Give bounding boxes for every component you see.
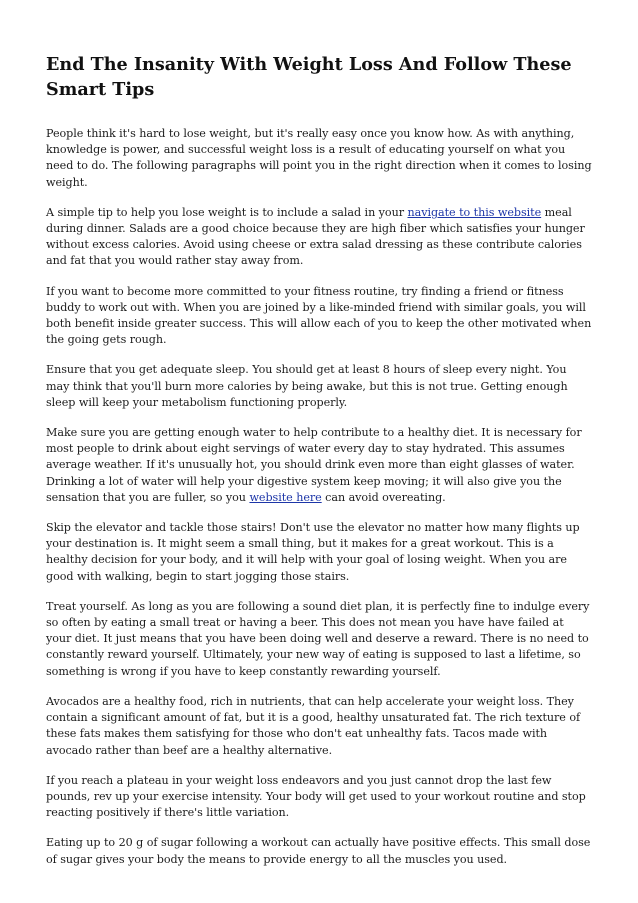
website-here-link[interactable]: website here: [249, 490, 322, 504]
paragraph-text: Make sure you are getting enough water to help contribute to a healthy diet. It is necessary for most people to drink about eight servings of water every day to stay hydrated. This assumes average weather. If it's unusually hot, you should drink even more than eight glasses of water. Drinking a lot of water will help your digestive system keep moving; it will also give you the sensation that you are fuller, so you: [46, 426, 582, 504]
paragraph-intro: People think it's hard to lose weight, but it's really easy once you know how. As with anything, knowledge is power, and successful weight loss is a result of educating yourself on what you need to do. The following paragraphs will point you in the right direction when it comes to losing weight.: [46, 127, 592, 189]
paragraph-plateau: If you reach a plateau in your weight loss endeavors and you just cannot drop the last few pounds, rev up your exercise intensity. Your body will get used to your workout routine and stop reacting positively if there's little variation.: [46, 773, 586, 820]
paragraph-sugar: Eating up to 20 g of sugar following a workout can actually have positive effects. This small dose of sugar gives your body the means to provide energy to all the muscles you used.: [46, 836, 591, 866]
paragraph-stairs: Skip the elevator and tackle those stairs! Don't use the elevator no matter how many flights up your destination is. It might seem a small thing, but it makes for a great workout. This is a healthy decision for your body, and it will help with your goal of losing weight. When you are good with walking, begin to start jogging those stairs.: [46, 521, 580, 583]
paragraph-treat: Treat yourself. As long as you are following a sound diet plan, it is perfectly fine to indulge every so often by eating a small treat or having a beer. This does not mean you have have failed at your diet. It just means that you have been doing well and deserve a reward. There is no need to constantly reward yourself. Ultimately, your new way of eating is supposed to last a lifetime, so something is wrong if you have to keep constantly rewarding yourself.: [46, 599, 590, 678]
paragraph-text: A simple tip to help you lose weight is to include a salad in your: [46, 205, 408, 219]
paragraph-avocados: Avocados are a healthy food, rich in nutrients, that can help accelerate your weight loss. They contain a significant amount of fat, but it is a good, healthy unsaturated fat. The rich texture of these fats makes them satisfying for those who don't eat unhealthy fats. Tacos made with avocado rather than beef are a healthy alternative.: [46, 694, 581, 757]
navigate-to-website-link[interactable]: navigate to this website: [407, 205, 542, 219]
page-title: End The Insanity With Weight Loss And Follow These Smart Tips: [46, 54, 572, 100]
paragraph-fitness-buddy: If you want to become more committed to your fitness routine, try finding a friend or fitness buddy to work out with. When you are joined by a like-minded friend with similar goals, you will both benefit inside greater success. This will allow each of you to keep the other motivated when the going gets rough.: [46, 284, 592, 347]
paragraph-text: can avoid overeating.: [321, 490, 446, 504]
paragraph-salad: [46, 205, 592, 270]
paragraph-sleep: Ensure that you get adequate sleep. You should get at least 8 hours of sleep every night. You may think that you'll burn more calories by being awake, but this is not true. Getting enough sleep will keep your metabolism functioning properly.: [46, 363, 568, 409]
paragraph-water: [46, 425, 592, 506]
paragraph-text: meal during dinner. Salads are a good choice because they are high fiber which satisfies your hunger without excess calories. Avoid using cheese or extra salad dressing as these contribute calories and fat that you would rather stay away from.: [46, 205, 585, 268]
